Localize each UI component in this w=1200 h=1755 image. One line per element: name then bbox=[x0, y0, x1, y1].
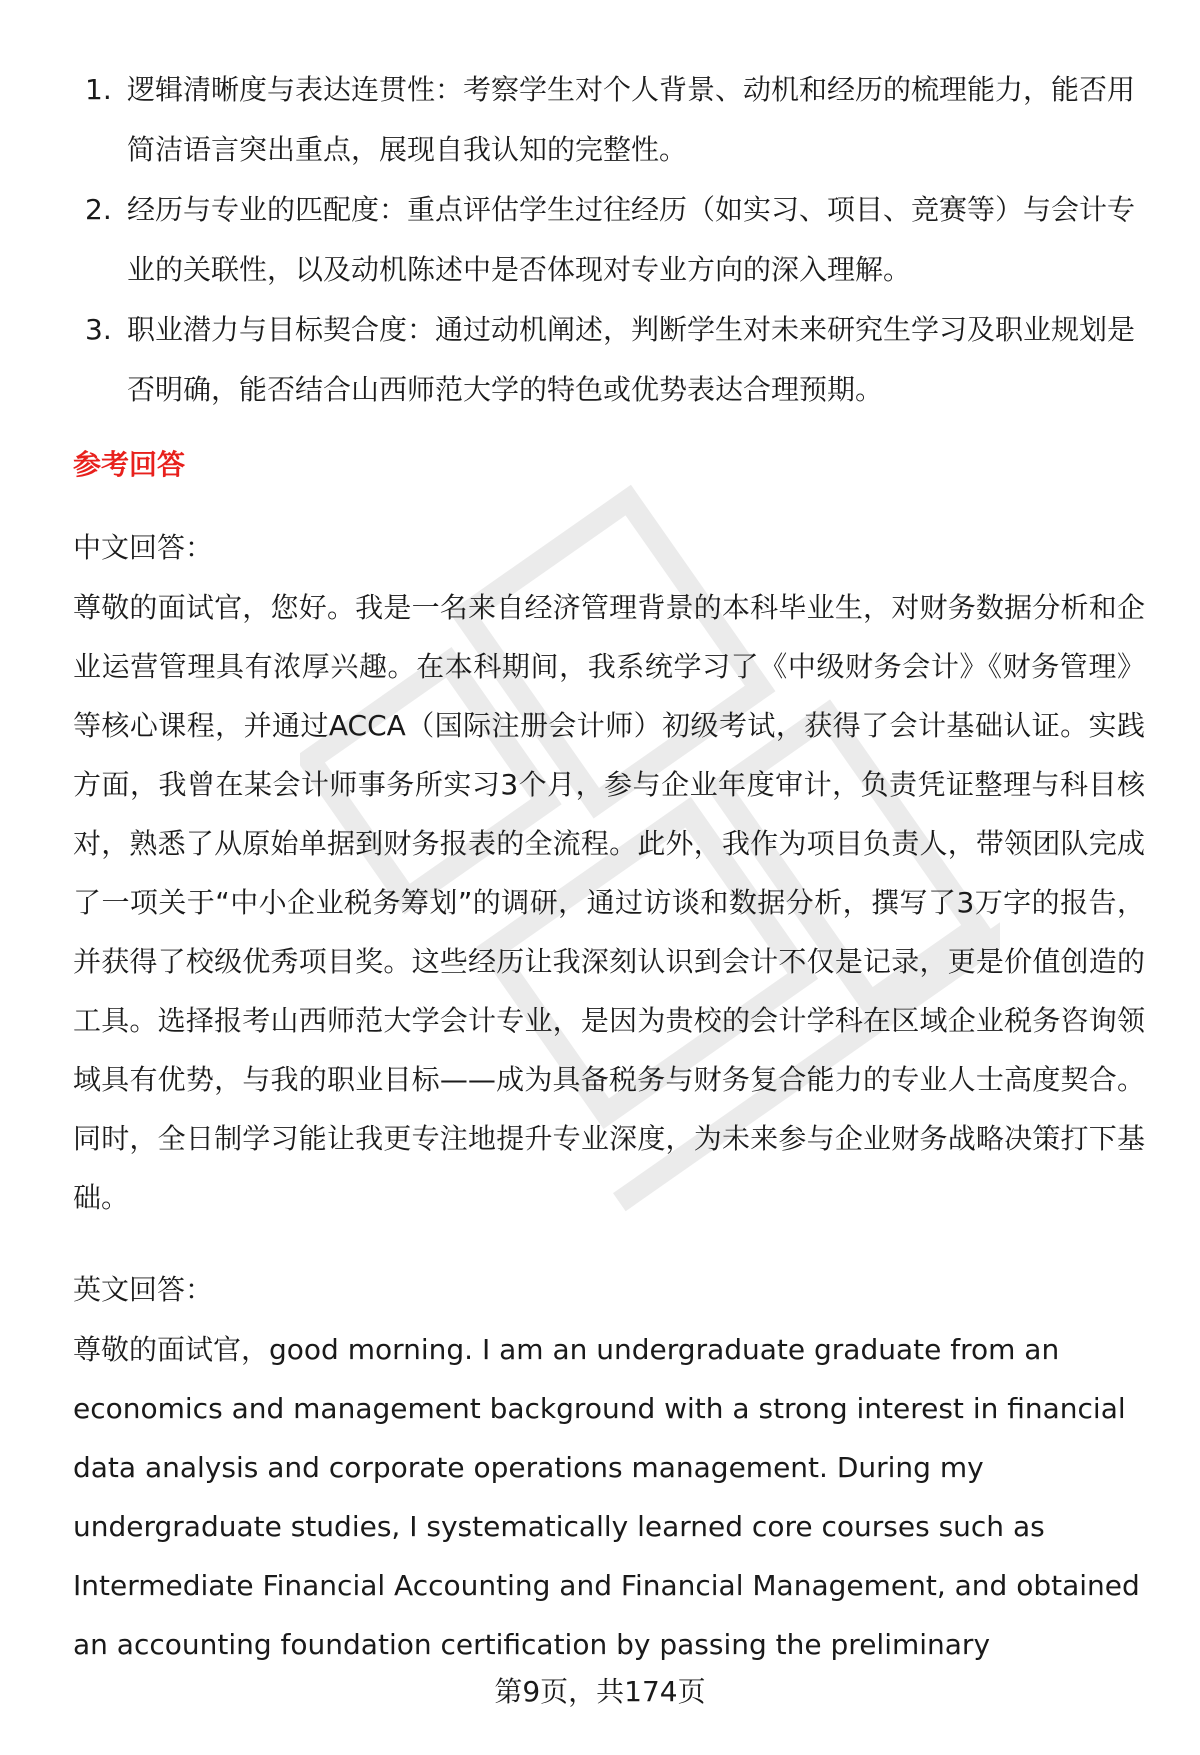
page-number: 第9页，共174页 bbox=[494, 1675, 706, 1708]
chinese-answer-label: 中文回答： bbox=[73, 531, 214, 564]
chinese-answer-text: 尊敬的面试官，您好。我是一名来自经济管理背景的本科毕业生，对财务数据分析和企业运营管理具有浓厚兴趣。在本科期间，我系统学习了《中级财务会计》《财务管理》等核心课程，并通过ACCA（国际注册会计师）初级考试，获得了会计基础认证。实践方面，我曾在某会计师事务所实习3个月，参与企业年度审计，负责凭证整理与科目核对，熟悉了从原始单据到财务报表的全流程。此外，我作为项目负责人，带领团队完成了一项关于“中小企业税务筹划”的调研，通过访谈和数据分析，撰写了3万字的报告，并获得了校级优秀项目奖。这些经历让我深刻认识到会计不仅是记录，更是价值创造的工具。选择报考山西师范大学会计专业，是因为贵校的会计学科在区域企业税务咨询领域具有优势，与我的职业目标——成为具备税务与财务复合能力的专业人士高度契合。同时，全日制学习能让我更专注地提升专业深度，为未来参与企业财务战略决策打下基础。 bbox=[73, 591, 1145, 1214]
reference-answer-heading: 参考回答 bbox=[73, 448, 186, 481]
criteria-text: 职业潜力与目标契合度：通过动机阐述，判断学生对未来研究生学习及职业规划是否明确，能否结合山西师范大学的特色或优势表达合理预期。 bbox=[127, 313, 1136, 406]
criteria-number: 3. bbox=[85, 313, 112, 346]
criteria-number: 2. bbox=[85, 193, 112, 226]
english-answer-section bbox=[73, 1260, 1145, 1674]
english-answer-label: 英文回答： bbox=[73, 1273, 214, 1306]
chinese-answer-section bbox=[73, 518, 1145, 1227]
evaluation-criteria-list bbox=[85, 60, 1145, 420]
criteria-item bbox=[85, 60, 1145, 180]
criteria-text: 逻辑清晰度与表达连贯性：考察学生对个人背景、动机和经历的梳理能力，能否用简洁语言突出重点，展现自我认知的完整性。 bbox=[127, 73, 1136, 166]
criteria-item bbox=[85, 180, 1145, 300]
criteria-item bbox=[85, 300, 1145, 420]
criteria-text: 经历与专业的匹配度：重点评估学生过往经历（如实习、项目、竞赛等）与会计专业的关联性，以及动机陈述中是否体现对专业方向的深入理解。 bbox=[127, 193, 1136, 286]
english-answer-text: 尊敬的面试官，good morning. I am an undergraduate graduate from an economics and management background with a strong interest in financial data analysis and corporate operations management. During my undergraduate studies, I systematically learned core courses such as Intermediate Financial Accounting and Financial Management, and obtained an accounting foundation certification by passing the preliminary bbox=[73, 1333, 1140, 1661]
criteria-number: 1. bbox=[85, 73, 112, 106]
